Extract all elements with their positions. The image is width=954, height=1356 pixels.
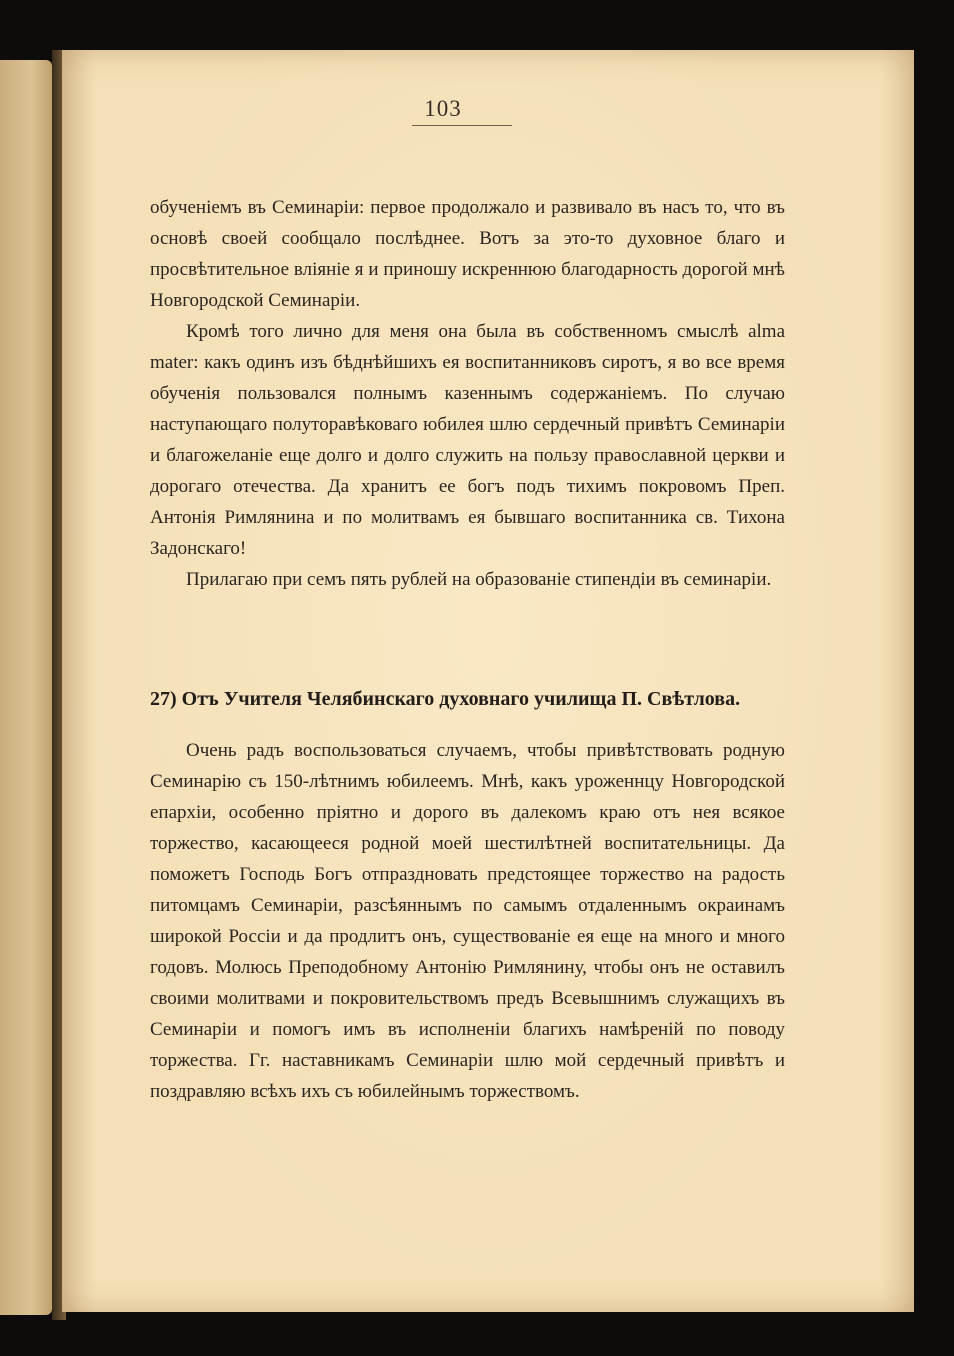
section-heading: 27) Отъ Учителя Челябинскаго духовнаго училища П. Свѣтлова. — [150, 688, 741, 710]
paragraph: обученіемъ въ Семинаріи: первое продолжало и развивало въ насъ то, что въ основѣ своей сообщало послѣднее. Вотъ за это-то духовное благо и просвѣтительное вліяніе я и приношу искреннюю благодарность дорогой мнѣ Новгородской Семинаріи. — [150, 197, 785, 311]
letter-continuation — [150, 192, 785, 595]
page-number: 103 — [424, 96, 462, 121]
paragraph: Кромѣ того лично для меня она была въ собственномъ смыслѣ alma mater: какъ одинъ изъ бѣднѣйшихъ ея воспитанниковъ сиротъ, я во все время обученія пользовался полнымъ казеннымъ содержаніемъ. По случаю наступающаго полуторавѣковаго юбилея шлю сердечный привѣтъ Семинаріи и благожеланіе еще долго и долго служить на пользу православной церкви и дорогаго отечества. Да хранитъ ее богъ подъ тихимъ покровомъ Преп. Антонія Римлянина и по молитвамъ ея бывшаго воспитанника св. Тихона Задонскаго! — [150, 321, 785, 559]
page-number-rule — [412, 125, 512, 126]
letter-body — [150, 735, 785, 1107]
paragraph: Очень радъ воспользоваться случаемъ, чтобы привѣтствовать родную Семинарію съ 150-лѣтнимъ юбилеемъ. Мнѣ, какъ уроженнцу Новгородской епархіи, особенно пріятно и дорого въ далекомъ краю отъ нея всякое торжество, касающееся родной моей шестилѣтней воспитательницы. Да поможетъ Господь Богъ отпраздновать предстоящее торжество на радость питомцамъ Семинаріи, разсѣяннымъ по самымъ отдаленнымъ окраинамъ широкой Россіи и да продлитъ онъ, существованіе ея еще на много и много годовъ. Молюсь Преподобному Антонію Римлянину, чтобы онъ не оставилъ своими молитвами и покровительствомъ предъ Всевышнимъ служащихъ въ Семинаріи и помогъ имъ въ исполненіи благихъ намѣреній по поводу торжества. Гг. наставникамъ Семинаріи шлю мой сердечный привѣтъ и поздравляю всѣхъ ихъ съ юбилейнымъ торжествомъ. — [150, 740, 785, 1102]
previous-page-edge — [0, 60, 52, 1315]
paragraph: Прилагаю при семъ пять рублей на образованіе стипендіи въ семинаріи. — [186, 569, 772, 590]
